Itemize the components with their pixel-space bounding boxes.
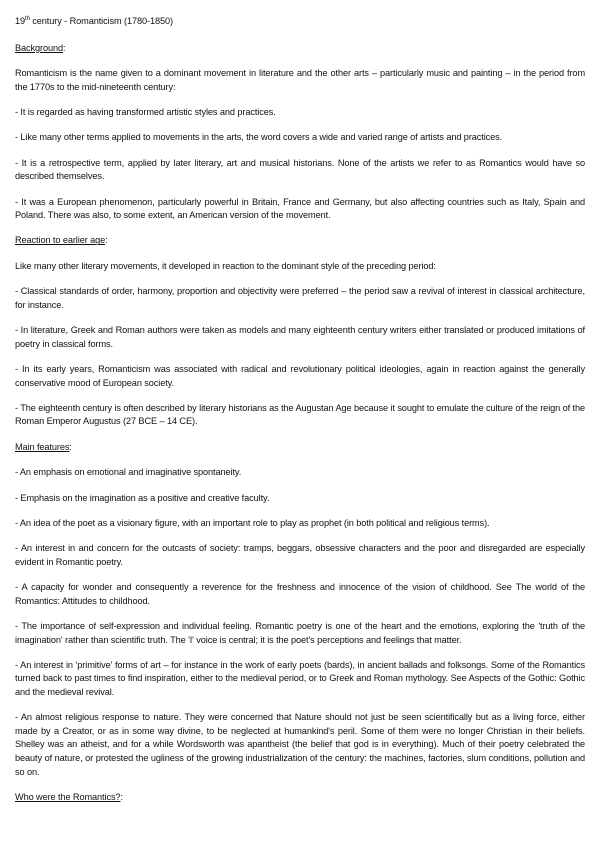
bullet-feature-3: - An idea of the poet as a visionary figure, with an important role to play as prophet (in both political and religious terms). bbox=[15, 517, 490, 528]
heading-colon: : bbox=[69, 441, 72, 452]
bullet-feature-5: - A capacity for wonder and consequently a reverence for the freshness and innocence of the vision of childhood. See The world of the Romantics: Attitudes to childhood. bbox=[15, 582, 585, 606]
document-title bbox=[15, 15, 585, 29]
heading-background-label: Background bbox=[15, 42, 64, 53]
heading-colon: : bbox=[120, 791, 123, 802]
section-heading-who bbox=[15, 791, 585, 805]
heading-main-features-label: Main features bbox=[15, 441, 70, 452]
section-heading-reaction bbox=[15, 234, 585, 248]
heading-colon: : bbox=[105, 235, 108, 246]
title-text: century - Romanticism (1780-1850) bbox=[29, 16, 173, 26]
bullet-reaction-4: - The eighteenth century is often described by literary historians as the Augustan Age because it sought to emulate the culture of the reign of the Roman Emperor Augustus (27 BCE – 14 CE). bbox=[15, 402, 585, 427]
bullet-reaction-1: - Classical standards of order, harmony, proportion and objectivity were preferred – the period saw a revival of interest in classical architecture, for instance. bbox=[15, 286, 585, 310]
bullet-feature-1: - An emphasis on emotional and imaginative spontaneity. bbox=[15, 467, 242, 478]
heading-who-label: Who were the Romantics? bbox=[15, 791, 121, 802]
heading-reaction-label: Reaction to earlier age bbox=[15, 235, 106, 246]
heading-colon: : bbox=[63, 42, 66, 53]
section-heading-background bbox=[15, 42, 585, 56]
bullet-feature-8: - An almost religious response to nature. They were concerned that Nature should not just be seen scientifically but as a living force, either made by a Creator, or as in some way divine, to be neglected at humankind's peril. Some of them were no longer Christian in their beliefs. Shelley was an atheist, and for a while Wordsworth was apantheist (the belief that god is in everything). Much of their poetry celebrated the beauty of nature, or protested the ugliness of the growing industrialization of the century: the machines, factories, slum conditions, pollution and so on. bbox=[15, 712, 585, 777]
bullet-reaction-2: - In literature, Greek and Roman authors were taken as models and many eighteenth century writers either translated or produced imitations of poetry in classical forms. bbox=[15, 325, 585, 349]
bullet-feature-7: - An interest in 'primitive' forms of art – for instance in the work of early poets (bards), in ancient ballads and folksongs. Some of the Romantics turned back to past times to find inspiration, either to the medieval period, or to Greek and Roman mythology. See Aspects of the Gothic: Gothic and the medieval revival. bbox=[15, 659, 585, 697]
title-century-number: 19 bbox=[15, 16, 26, 26]
document-page bbox=[15, 15, 585, 817]
bullet-feature-4: - An interest in and concern for the outcasts of society: tramps, beggars, obsessive characters and the poor and disregarded are especially evident in Romantic poetry. bbox=[15, 543, 585, 567]
section-heading-main-features bbox=[15, 441, 585, 455]
title-superscript: th bbox=[25, 15, 30, 22]
bullet-reaction-3: - In its early years, Romanticism was associated with radical and revolutionary political ideologies, again in reaction against the generally conservative mood of European society. bbox=[15, 364, 585, 388]
bullet-background-3: - It is a retrospective term, applied by later literary, art and musical historians. None of the artists we refer to as Romantics would have so described themselves. bbox=[15, 157, 585, 182]
paragraph-reaction-intro: Like many other literary movements, it developed in reaction to the dominant style of the preceding period: bbox=[15, 260, 436, 271]
bullet-feature-2: - Emphasis on the imagination as a positive and creative faculty. bbox=[15, 492, 270, 503]
bullet-background-4: - It was a European phenomenon, particularly powerful in Britain, France and Germany, but also affecting countries such as Italy, Spain and Poland. There was also, to some extent, an American version of the movement. bbox=[15, 196, 585, 221]
bullet-background-2: - Like many other terms applied to movements in the arts, the word covers a wide and varied range of artists and practices. bbox=[15, 132, 503, 143]
paragraph-background-intro: Romanticism is the name given to a dominant movement in literature and the other arts – particularly music and painting – in the period from the 1770s to the mid-nineteenth century: bbox=[15, 68, 585, 92]
bullet-background-1: - It is regarded as having transformed artistic styles and practices. bbox=[15, 107, 276, 118]
bullet-feature-6: - The importance of self-expression and individual feeling. Romantic poetry is one of the heart and the emotions, exploring the 'truth of the imagination' rather than scientific truth. The 'I' voice is central; it is the poet's perceptions and feelings that matter. bbox=[15, 620, 585, 645]
